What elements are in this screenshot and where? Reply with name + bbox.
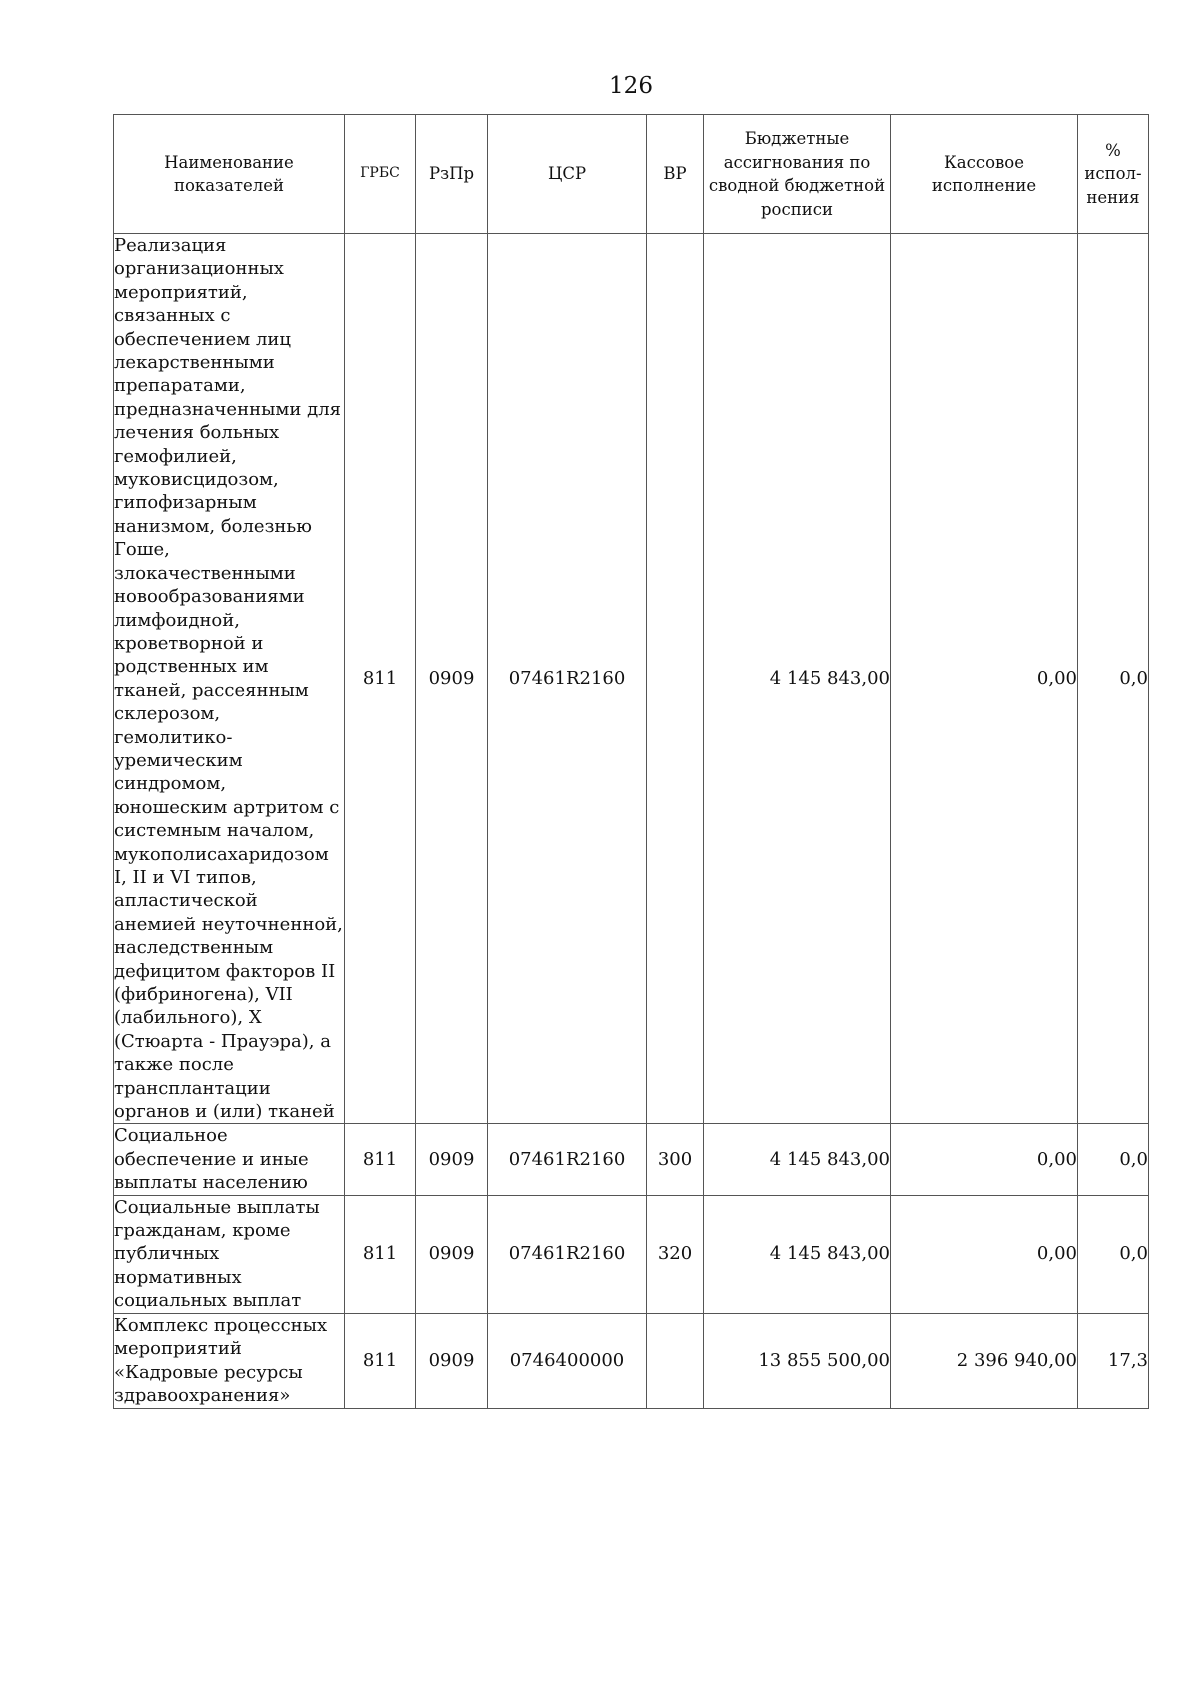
row-name: Социальные выплаты гражданам, кроме публичных нормативных социальных выплат <box>114 1195 345 1313</box>
row-csr: 07461R2160 <box>488 1195 647 1313</box>
row-vr <box>647 234 704 1124</box>
row-budget: 4 145 843,00 <box>704 234 891 1124</box>
header-vr: ВР <box>647 115 704 234</box>
row-grbs: 811 <box>345 234 416 1124</box>
row-name: Реализация организационных мероприятий, связанных с обеспечением лиц лекарственными препаратами, предназначенными для лечения больных гемофилией, муковисцидозом, гипофизарным нанизмом, болезнью Гоше, злокачественными новообразованиями лимфоидной, кроветворной и родственных им тканей, рассеянным склерозом, гемолитико-уремическим синдромом, юношеским артритом с системным началом, мукополисахаридозом I, II и VI типов, апластической анемией неуточненной, наследственным дефицитом факторов II (фибриногена), VII (лабильного), X (Стюарта - Прауэра), а также после трансплантации органов и (или) тканей <box>114 235 343 1123</box>
header-budget: Бюджетные ассигнования по сводной бюджетной росписи <box>704 115 891 234</box>
header-rzpr: РзПр <box>416 115 488 234</box>
row-grbs: 811 <box>345 1195 416 1313</box>
row-percent: 17,3 <box>1078 1313 1149 1408</box>
row-rzpr: 0909 <box>416 234 488 1124</box>
header-csr: ЦСР <box>488 115 647 234</box>
table-row <box>114 1195 1149 1313</box>
row-vr <box>647 1313 704 1408</box>
row-percent: 0,0 <box>1078 1195 1149 1313</box>
row-percent: 0,0 <box>1078 1124 1149 1195</box>
table-row <box>114 1313 1149 1408</box>
row-rzpr: 0909 <box>416 1313 488 1408</box>
row-rzpr: 0909 <box>416 1124 488 1195</box>
row-budget: 4 145 843,00 <box>704 1124 891 1195</box>
row-grbs: 811 <box>345 1124 416 1195</box>
table-row <box>114 1124 1149 1195</box>
row-budget: 13 855 500,00 <box>704 1313 891 1408</box>
row-name: Комплекс процессных мероприятий «Кадровые ресурсы здравоохранения» <box>114 1313 345 1408</box>
table-row <box>114 234 1149 1124</box>
row-percent: 0,0 <box>1078 234 1149 1124</box>
row-grbs: 811 <box>345 1313 416 1408</box>
table-header-row <box>114 115 1149 234</box>
header-percent: % испол-нения <box>1078 115 1149 234</box>
row-csr: 07461R2160 <box>488 234 647 1124</box>
row-vr: 300 <box>647 1124 704 1195</box>
row-csr: 0746400000 <box>488 1313 647 1408</box>
row-csr: 07461R2160 <box>488 1124 647 1195</box>
row-budget: 4 145 843,00 <box>704 1195 891 1313</box>
header-name: Наименование показателей <box>114 115 345 234</box>
row-cash: 0,00 <box>891 234 1078 1124</box>
row-rzpr: 0909 <box>416 1195 488 1313</box>
row-cash: 2 396 940,00 <box>891 1313 1078 1408</box>
header-grbs: ГРБС <box>345 115 416 234</box>
row-vr: 320 <box>647 1195 704 1313</box>
budget-execution-table <box>113 114 1149 1409</box>
row-name: Социальное обеспечение и иные выплаты населению <box>114 1124 345 1195</box>
header-cash: Кассовое исполнение <box>891 115 1078 234</box>
row-cash: 0,00 <box>891 1195 1078 1313</box>
page-number: 126 <box>609 73 653 99</box>
row-cash: 0,00 <box>891 1124 1078 1195</box>
